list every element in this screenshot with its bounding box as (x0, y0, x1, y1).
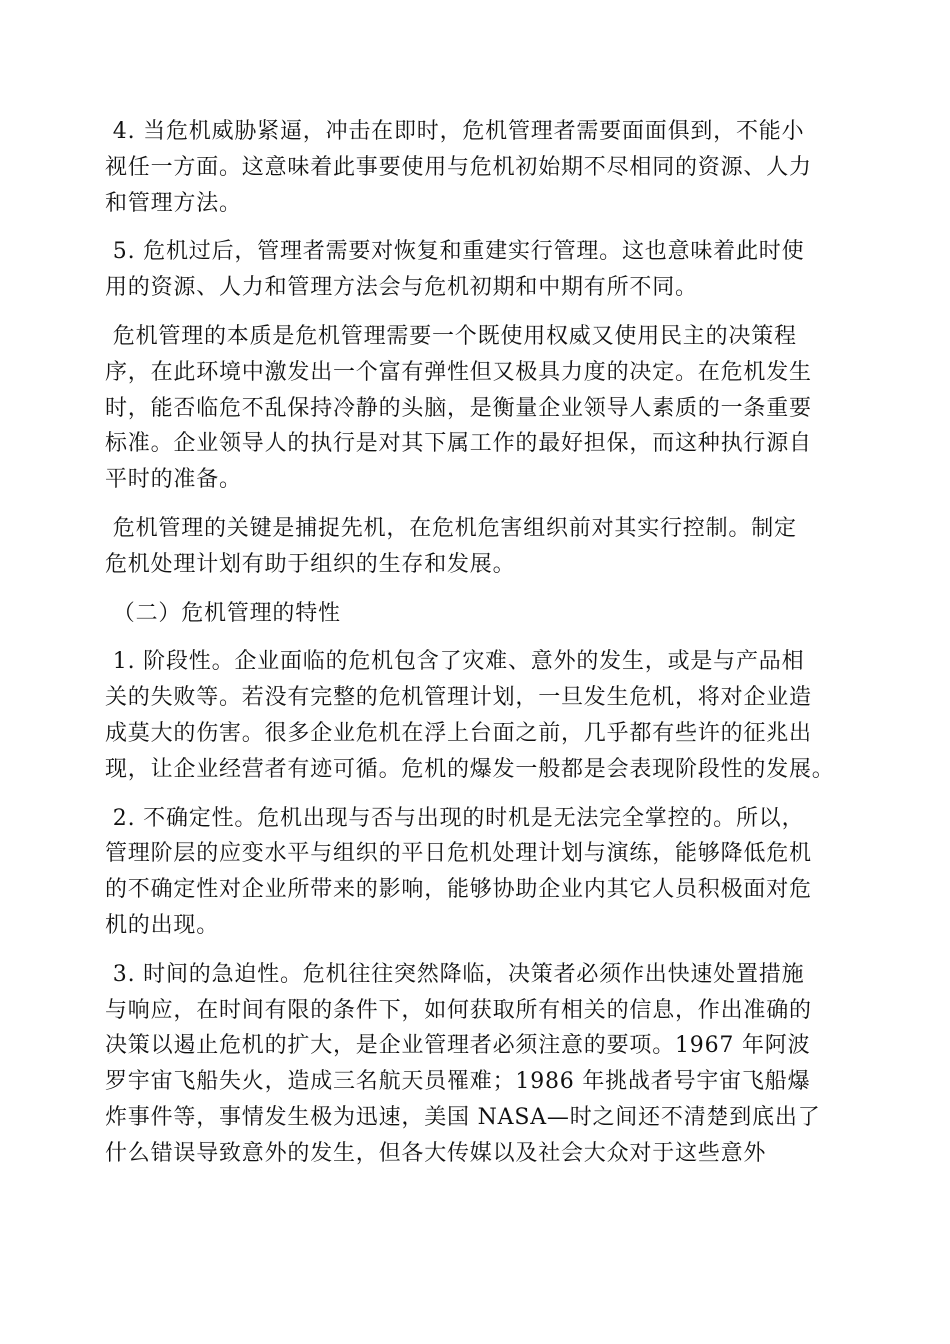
text-line: 管理阶层的应变水平与组织的平日危机处理计划与演练，能够降低危机 (105, 841, 812, 867)
text-line: 4. 当危机威胁紧逼，冲击在即时，危机管理者需要面面俱到，不能小 (105, 119, 805, 144)
text-line: 关的失败等。若没有完整的危机管理计划，一旦发生危机，将对企业造 (105, 685, 812, 711)
text-line: 危机管理的关键是捕捉先机，在危机危害组织前对其实行控制。制定 (105, 515, 797, 541)
text-line: 用的资源、人力和管理方法会与危机初期和中期有所不同。 (105, 275, 698, 301)
text-line: 决策以遏止危机的扩大，是企业管理者必须注意的要项。1967 年阿波 (105, 1033, 811, 1059)
paragraph (105, 957, 865, 1172)
text-line: 成莫大的伤害。很多企业危机在浮上台面之前，几乎都有些许的征兆出 (105, 720, 812, 746)
text-line: 现，让企业经营者有迹可循。危机的爆发一般都是会表现阶段性的发展。 (105, 756, 835, 782)
text-line: 3. 时间的急迫性。危机往往突然降临，决策者必须作出快速处置措施 (105, 961, 805, 987)
paragraph (105, 114, 865, 221)
text-line: 视任一方面。这意味着此事要使用与危机初始期不尽相同的资源、人力 (105, 154, 812, 180)
text-line: 平时的准备。 (105, 467, 242, 493)
text-line: 和管理方法。 (105, 190, 242, 216)
section-heading (105, 596, 865, 632)
text-line: 炸事件等，事情发生极为迅速，美国 NASA—时之间还不清楚到底出了 (105, 1104, 821, 1130)
paragraph (105, 319, 865, 498)
text-line: 危机管理的本质是危机管理需要一个既使用权威又使用民主的决策程 (105, 323, 797, 349)
text-line: 1. 阶段性。企业面临的危机包含了灾难、意外的发生，或是与产品相 (105, 649, 805, 675)
text-line: 与响应，在时间有限的条件下，如何获取所有相关的信息，作出准确的 (105, 997, 812, 1023)
text-line: 标准。企业领导人的执行是对其下属工作的最好担保，而这种执行源自 (105, 431, 812, 457)
text-line: 序，在此环境中激发出一个富有弹性但又极具力度的决定。在危机发生 (105, 359, 812, 385)
text-line: 时，能否临危不乱保持冷静的头脑，是衡量企业领导人素质的一条重要 (105, 395, 812, 421)
text-line: 的不确定性对企业所带来的影响，能够协助企业内其它人员积极面对危 (105, 877, 812, 903)
text-line: 罗宇宙飞船失火，造成三名航天员罹难；1986 年挑战者号宇宙飞船爆 (105, 1069, 811, 1095)
paragraph (105, 511, 865, 583)
text-line: 5. 危机过后，管理者需要对恢复和重建实行管理。这也意味着此时使 (105, 239, 805, 265)
text-line: 危机处理计划有助于组织的生存和发展。 (105, 551, 516, 577)
paragraph (105, 801, 865, 944)
text-line: 2. 不确定性。危机出现与否与出现的时机是无法完全掌控的。所以， (105, 805, 805, 831)
text-line: （二）危机管理的特性 (105, 600, 341, 626)
document-page (105, 114, 865, 1185)
text-line: 什么错误导致意外的发生，但各大传媒以及社会大众对于这些意外 (105, 1140, 767, 1166)
paragraph (105, 234, 865, 306)
text-line: 机的出现。 (105, 912, 220, 938)
paragraph (105, 644, 865, 787)
